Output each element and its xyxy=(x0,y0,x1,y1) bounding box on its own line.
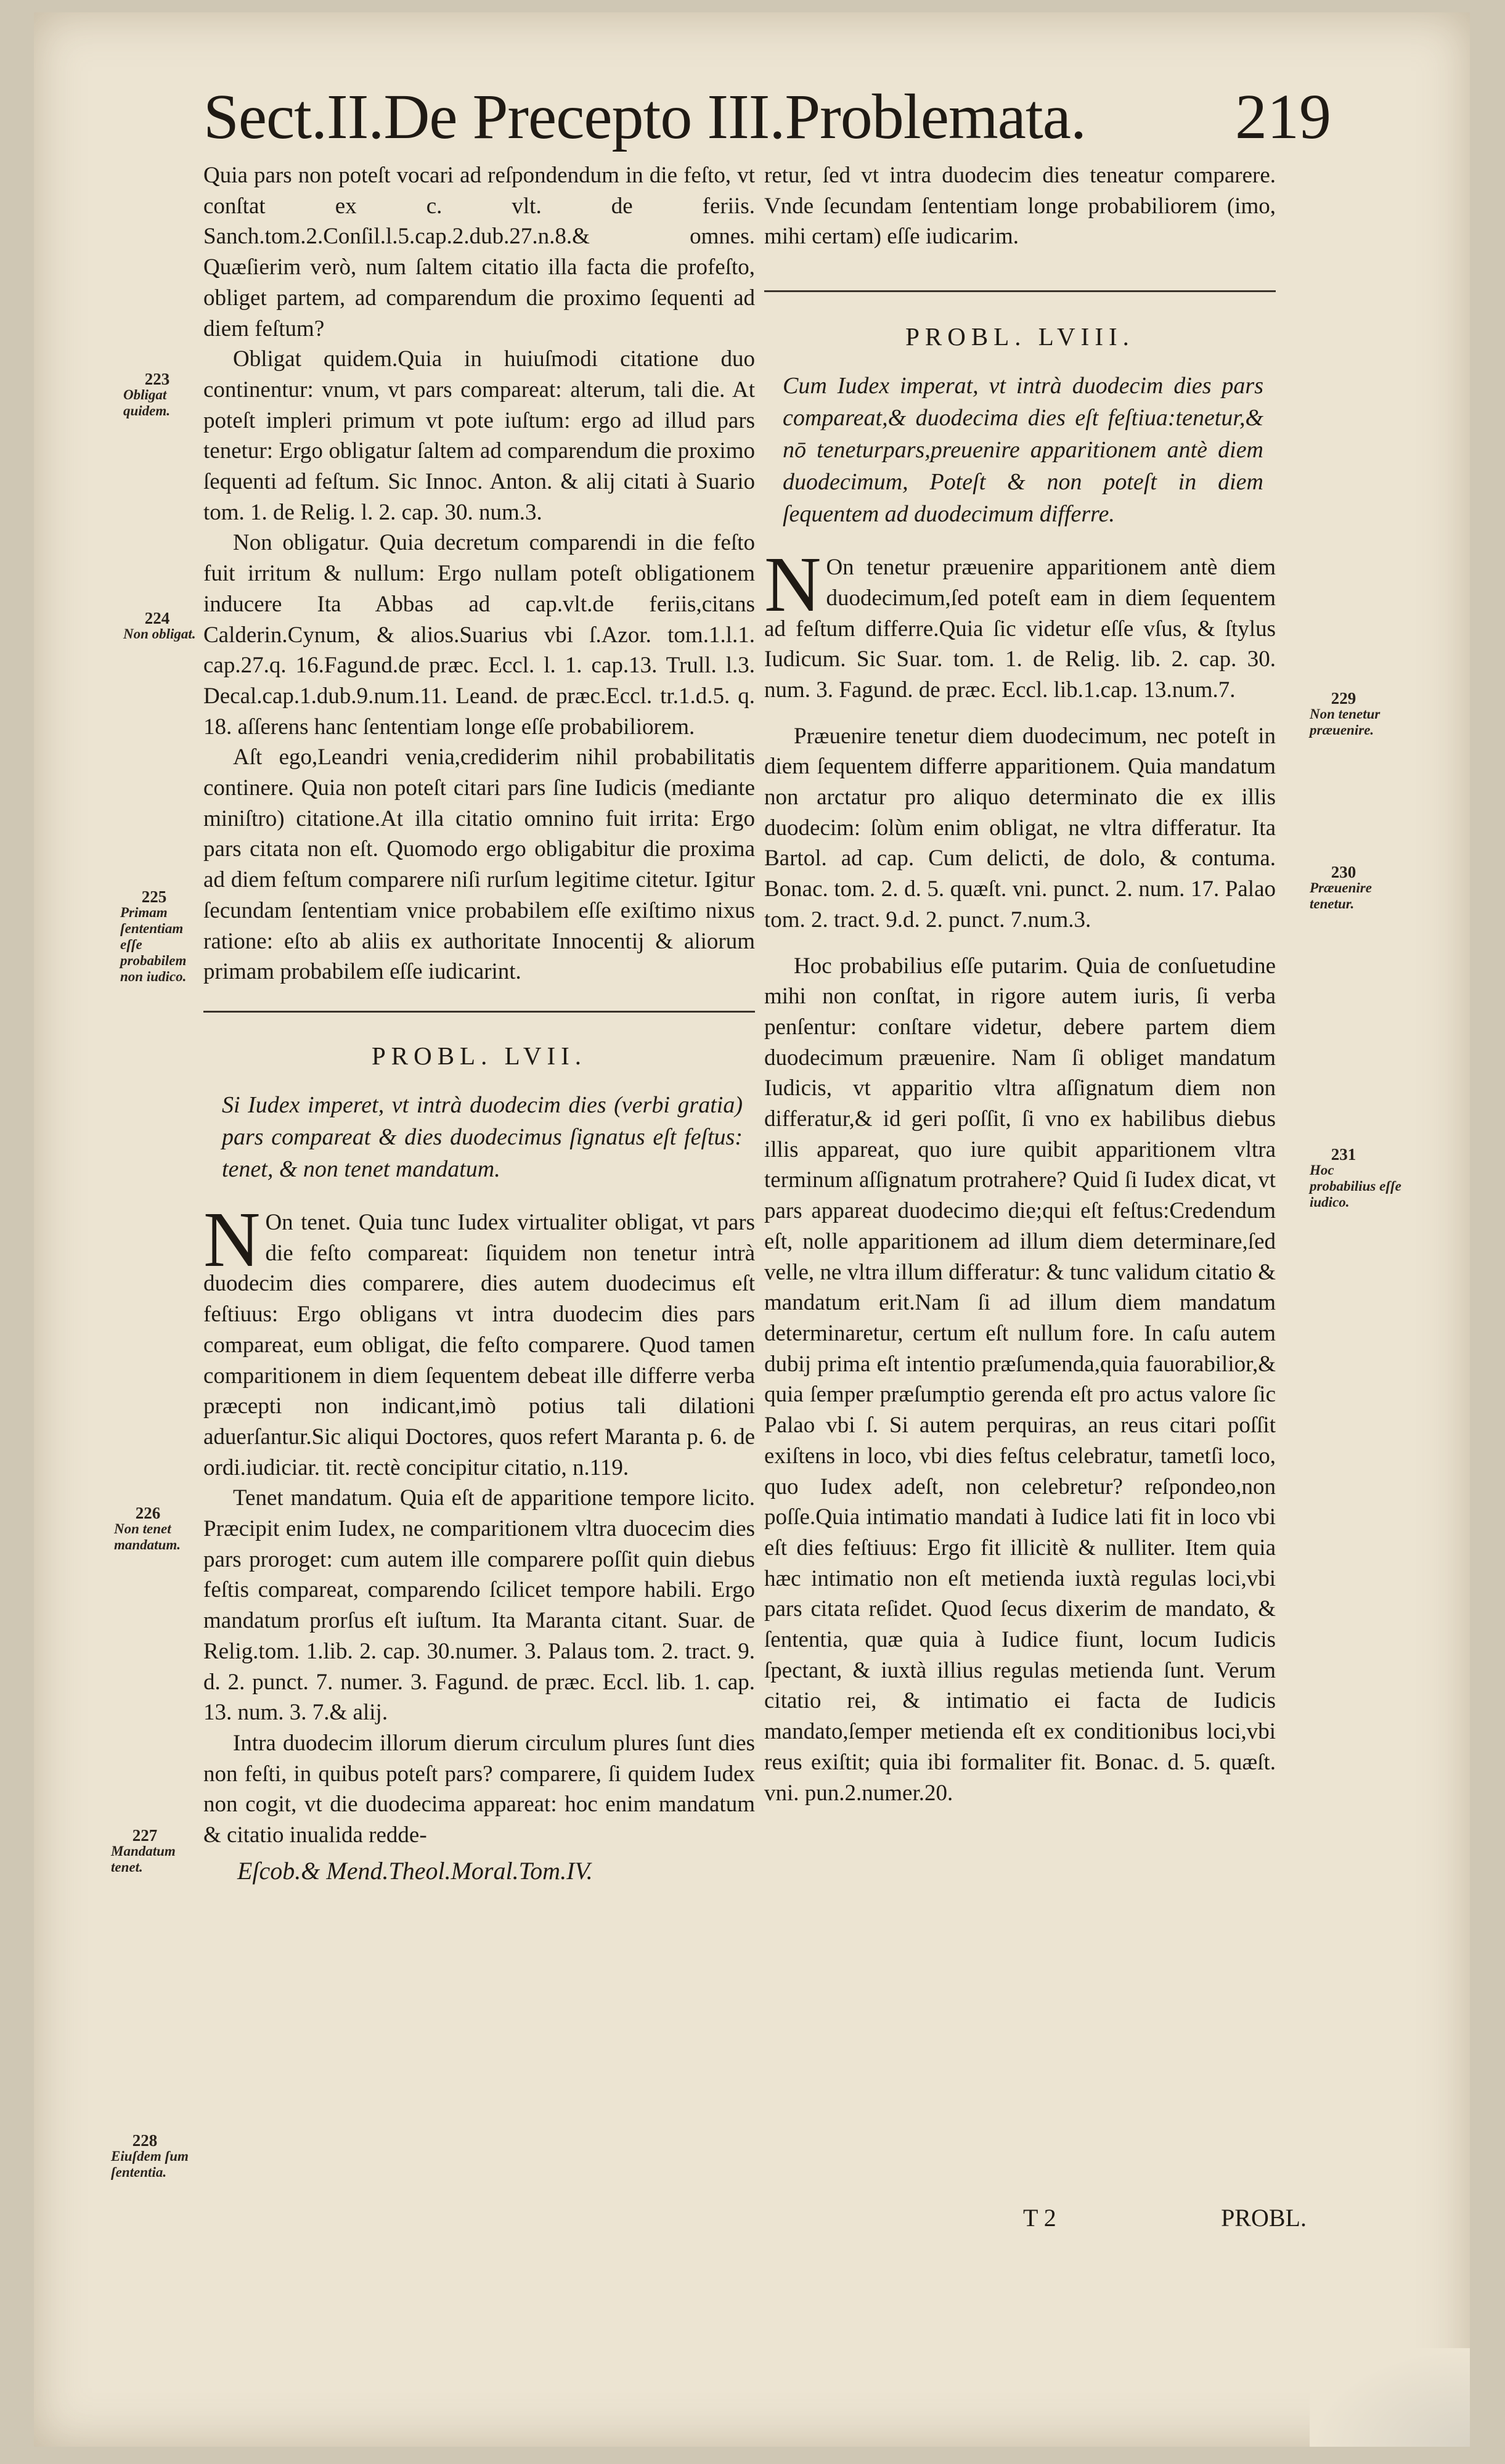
margin-text: Non tenetur præuenire. xyxy=(1310,706,1381,738)
signature-line: Eſcob.& Mend.Theol.Moral.Tom.IV. xyxy=(237,1856,593,1885)
drop-cap: N xyxy=(203,1195,261,1283)
paragraph-227: Tenet mandatum. Quia eſt de apparitione tempore licito. Præcipit enim Iudex, ne comparitionem vltra duocecim dies pars proroget: cum autem ille comparere poſſit quin diebus feſtis compareat, comparendo ſcilicet tempore habili. Ergo mandatum prorſus eſt iuſtum. Ita Maranta citant. Suar. de Relig.tom. 1.lib. 2. cap. 30.numer. 3. Palaus tom. 2. tract. 9. d. 2. punct. 7. numer. 3. Fagund. de præc. Eccl. lib. 1. cap. 13. num. 3. 7.& alij. xyxy=(203,1485,755,1726)
margin-text: Præuenire tenetur. xyxy=(1310,880,1372,912)
margin-number: 230 xyxy=(1331,863,1356,881)
margin-text: Non tenet mandatum. xyxy=(114,1521,181,1552)
problem-heading-57: PROBL. LVII. xyxy=(371,1041,587,1070)
catchword: PROBL. xyxy=(1221,2204,1307,2232)
margin-text: Primam ſententiam eſſe probabilem non iudico. xyxy=(120,905,187,984)
paragraph-226-block xyxy=(203,1195,755,1483)
margin-note-225 xyxy=(120,889,194,985)
margin-note-223 xyxy=(123,371,197,419)
margin-note-229 xyxy=(1310,690,1396,738)
paragraph-intro: Quia pars non poteſt vocari ad reſpondendum in die feſto, vt conſtat ex c. vlt. de feriis. Sanch.tom.2.Conſil.l.5.cap.2.dub.27.n.8.& omnes. Quæſierim verò, num ſaltem citatio illa facta die profeſto, obliget partem, ad comparendum die proximo ſequenti ad diem feſtum? xyxy=(203,163,755,341)
page-footer xyxy=(1023,2203,1307,2240)
right-column xyxy=(764,160,1276,1808)
section-rule xyxy=(203,1011,755,1013)
signature-mark: T 2 xyxy=(1023,2204,1056,2232)
left-column xyxy=(203,160,755,1888)
margin-note-224 xyxy=(123,610,197,642)
margin-text: Mandatum tenet. xyxy=(111,1843,176,1875)
margin-text: Non obligat. xyxy=(123,626,196,642)
running-header xyxy=(203,77,1331,157)
section-rule xyxy=(764,290,1276,292)
margin-number: 225 xyxy=(141,887,167,906)
margin-note-228 xyxy=(111,2132,194,2180)
margin-text: Obligat quidem. xyxy=(123,387,171,418)
margin-number: 229 xyxy=(1331,689,1356,708)
paragraph-226: On tenet. Quia tunc Iudex virtualiter obligat, vt pars die feſto compareat: ſiquidem non tenetur intrà duodecim dies comparere, dies autem duodecimus eſt feſtiuus: Ergo obligans vt intra duodecim dies pars compareat, eum obligat, die feſto comparere. Quod tamen comparitionem in diem ſequentem debeat ille differre verba præcepti non indicant,imò potius tali dilationi aduerſantur.Sic aliqui Doctores, quos refert Maranta p. 6. de ordi.iudiciar. tit. rectè concipitur citatio, n.119. xyxy=(203,1209,755,1480)
margin-number: 226 xyxy=(135,1504,161,1522)
margin-number: 223 xyxy=(144,370,170,388)
paragraph-230: Præuenire tenetur diem duodecimum, nec poteſt in diem ſequentem differre apparitionem. Quia mandatum non arctatur pro aliquo determinato die ex illis duodecim: ſolùm enim obligat, ne vltra differatur. Ita Bartol. ad cap. Cum delicti, de dolo, & contuma. Bonac. tom. 2. d. 5. quæſt. vni. punct. 2. num. 17. Palao tom. 2. tract. 9.d. 2. punct. 7.num.3. xyxy=(764,723,1276,932)
book-page xyxy=(34,12,1470,2447)
margin-note-227 xyxy=(111,1827,194,1875)
margin-note-230 xyxy=(1310,864,1396,912)
drop-cap: N xyxy=(764,541,822,629)
problem-heading-58: PROBL. LVIII. xyxy=(905,322,1135,351)
margin-number: 231 xyxy=(1331,1145,1356,1164)
paragraph-225: Aſt ego,Leandri venia,crediderim nihil probabilitatis continere. Quia non poteſt citari pars ſine Iudicis (mediante miniſtro) citatione.At illa citatio omnino fuit irrita: Ergo pars citata non eſt. Quomodo ergo obligabitur die proxima ad diem feſtum comparere niſi rurſum legitime citetur. Igitur ſecundam ſententiam vnice probabilem eſſe exiſtimo nixus ratione: eſto ab aliis ex authoritate Innocentij & aliorum primam probabilem eſſe iudicarint. xyxy=(203,745,755,985)
margin-number: 228 xyxy=(132,2131,158,2150)
paragraph-continuation: retur, ſed vt intra duodecim dies teneatur comparere. Vnde ſecundam ſententiam longe probabiliorem (imo, mihi certam) eſſe iudicarim. xyxy=(764,163,1276,250)
margin-note-231 xyxy=(1310,1146,1402,1210)
margin-note-226 xyxy=(114,1505,194,1553)
page-number: 219 xyxy=(1235,81,1331,152)
paragraph-229: On tenetur præuenire apparitionem antè diem duodecimum,ſed poteſt eam in diem ſequentem ad feſtum differre.Quia ſic videtur eſſe vſus, & ſtylus Iudicum. Sic Suar. tom. 1. de Relig. lib. 2. cap. 30. num. 3. Fagund. de præc. Eccl. lib.1.cap. 13.num.7. xyxy=(764,555,1276,703)
page-title: Sect.II.De Precepto III.Problemata. xyxy=(203,81,1086,152)
paragraph-223: Obligat quidem.Quia in huiuſmodi citatione duo continentur: vnum, vt pars compareat: alterum, tali die. At poteſt impleri primum vt pote iuſtum: ergo ad illud pars tenetur: Ergo obligatur ſaltem ad comparendum die proximo ſequenti ad feſtum. Sic Innoc. Anton. & alij citati à Suario tom. 1. de Relig. l. 2. cap. 30. num.3. xyxy=(203,346,755,525)
paragraph-229-block xyxy=(764,541,1276,706)
margin-number: 224 xyxy=(144,609,170,627)
margin-text: Hoc probabilius eſſe iudico. xyxy=(1310,1162,1401,1210)
paragraph-228: Intra duodecim illorum dierum circulum plures ſunt dies non feſti, in quibus poteſt pars? comparere, ſi quidem Iudex non cogit, vt die duodecima appareat: hoc enim mandatum & citatio inualida redde- xyxy=(203,1730,755,1848)
spacer xyxy=(764,936,1276,951)
spacer xyxy=(764,706,1276,721)
margin-text: Eiuſdem ſum ſententia. xyxy=(111,2148,189,2180)
paragraph-224: Non obligatur. Quia decretum comparendi in die feſto fuit irritum & nullum: Ergo nullam poteſt obligationem inducere Ita Abbas ad cap.vlt.de feriis,citans Calderin.Cynum, & alios.Suarius vbi ſ.Azor. tom.1.l.1. cap.27.q. 16.Fagund.de præc. Eccl. l. 1. cap.13. Trull. l.3. Decal.cap.1.dub.9.num.11. Leand. de præc.Eccl. tr.1.d.5. q. 18. aſſerens hanc ſententiam longe eſſe probabiliorem. xyxy=(203,530,755,740)
margin-number: 227 xyxy=(132,1826,158,1845)
paragraph-231: Hoc probabilius eſſe putarim. Quia de conſuetudine mihi non conſtat, in rigore autem iuris, ſi verba penſentur: conſtare videtur, debere partem diem duodecimum præuenire. Nam ſi obliget mandatum Iudicis, vt apparitio vltra aſſignatum diem non differatur,& id geri poſſit, ſi vno ex habilibus diebus illis appareat, quo iure quibit apparitionem vltra terminum aſſignatum protrahere? Quid ſi Iudex dicat, vt pars appareat duodecimo die;qui eſt feſtus:Credendum eſt, nolle apparitionem ad illum diem determinare,ſed velle, ne vltra illum differatur: & tunc validum citatio & mandatum erit.Nam ſi ad illum diem mandatum determinaretur, certum eſt nullum fore. In caſu autem dubij prima eſt intentio præſumenda,quia fauorabilior,& quia ſemper præſumptio gerenda eſt pro actus valore ſic Palao vbi ſ. Si autem perquiras, an reus citari poſſit exiſtens in loco, vbi dies feſtus celebratur, tametſi loco, quo Iudex adeſt, non celebretur? reſpondeo,non poſſe.Quia intimatio mandati à Iudice lati fit in loco vbi eſt dies feſtiuus: Ergo fit illicitè & nulliter. Item quia hæc intimatio non eſt metienda iuxtà regulas loci,vbi pars citata reſidet. Quod ſecus dixerim de mandato, & ſententia, quæ quia à Iudice fiunt, locum Iudicis ſpectant, & iuxtà illius regulas metienda ſunt. Verum citatio rei, & intimatio ei facta de Iudicis mandato,ſemper metienda eſt ex conditionibus loci,vbi reus exiſtit; quia ibi formaliter fit. Bonac. d. 5. quæſt. vni. pun.2.numer.20. xyxy=(764,953,1276,1806)
problem-summary-57: Si Iudex imperet, vt intrà duodecim dies (verbi gratia) pars compareat & dies duodecimus ſignatus eſt feſtus: tenet, & non tenet mandatum. xyxy=(222,1091,743,1182)
problem-summary-58: Cum Iudex imperat, vt intrà duodecim dies pars compareat,& duodecima dies eſt feſtiua:tenetur,& nō teneturpars,preuenire apparitionem antè diem duodecimum, Poteſt & non poteſt in diem ſequentem ad duodecimum differre. xyxy=(783,373,1263,528)
